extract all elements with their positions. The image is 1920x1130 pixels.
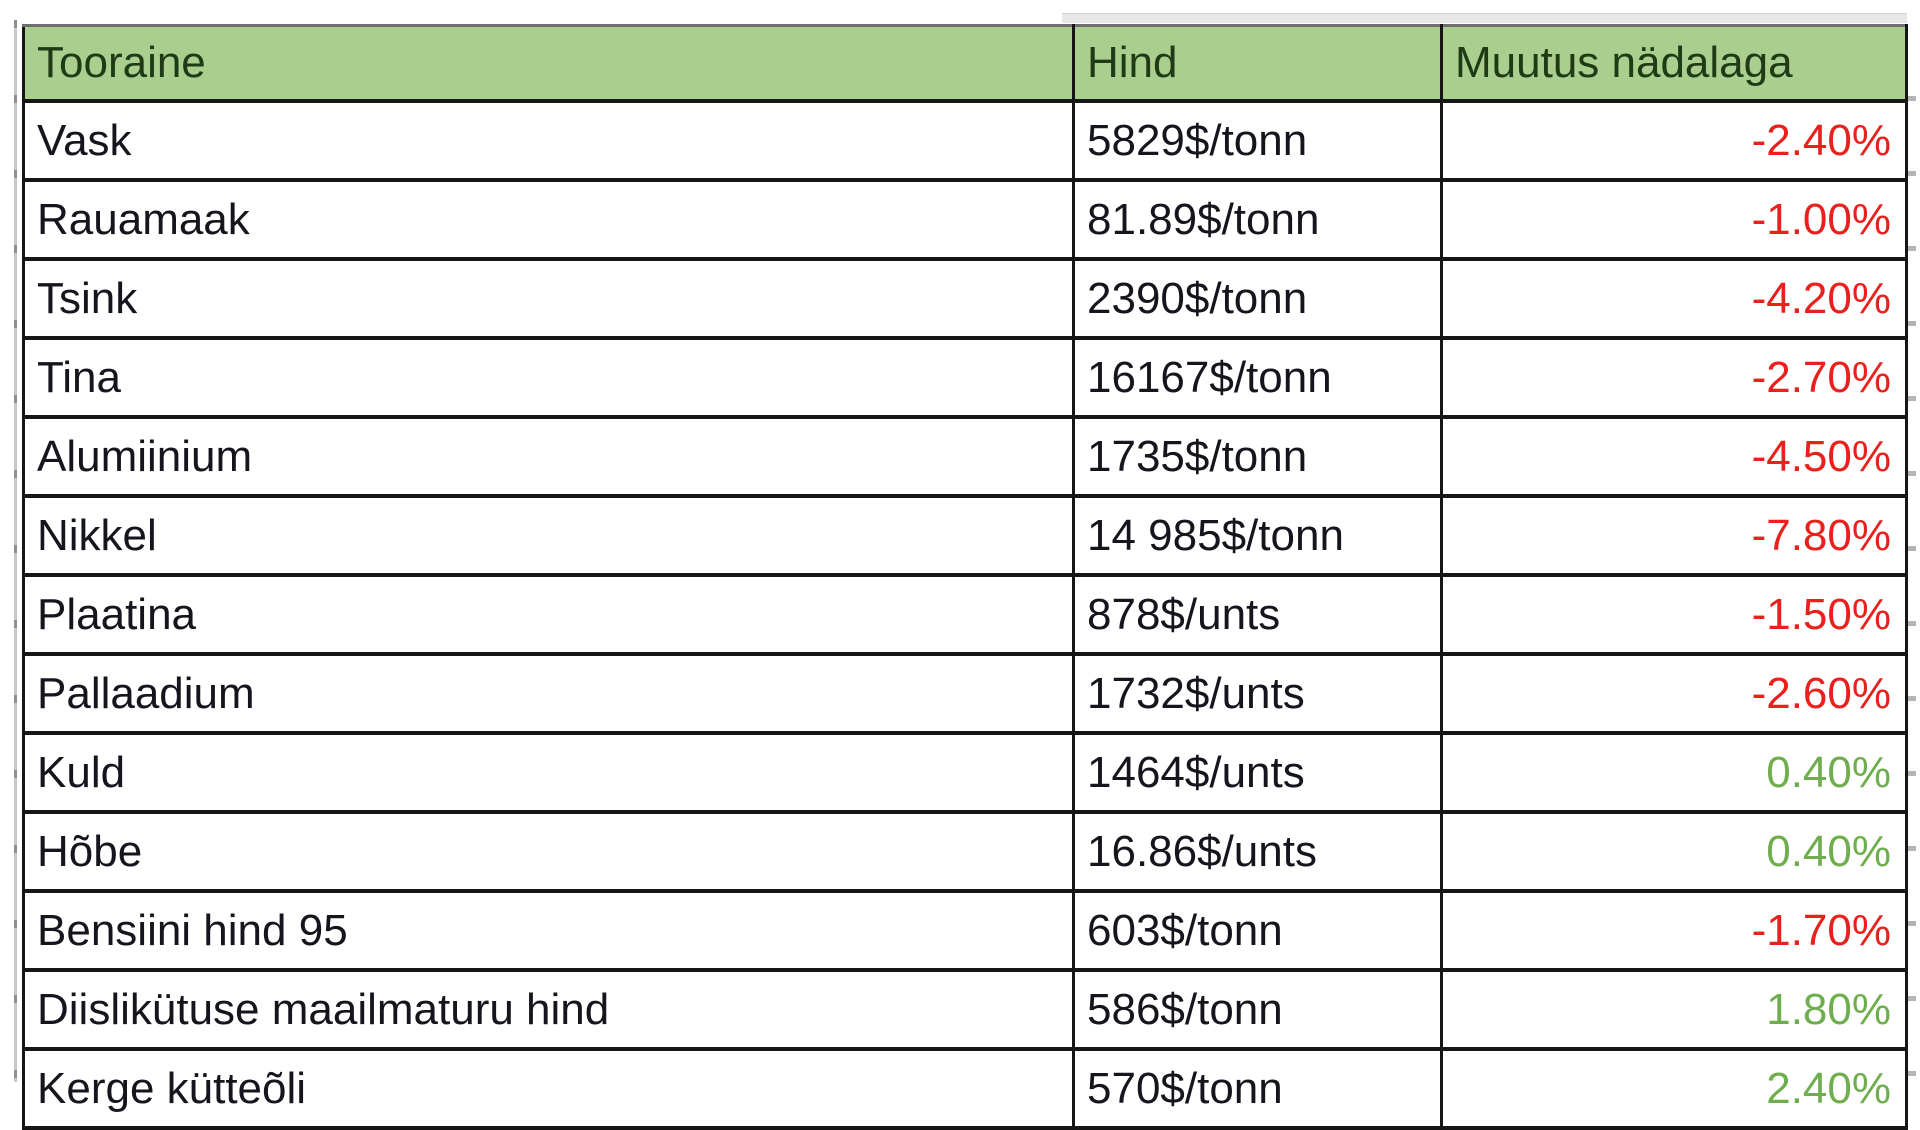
price-cell: 1732$/unts: [1074, 654, 1442, 733]
change-cell: -4.50%: [1442, 417, 1907, 496]
table-row: [24, 417, 1907, 496]
price-cell: 16.86$/unts: [1074, 812, 1442, 891]
header-row: [24, 26, 1907, 102]
change-cell: -1.70%: [1442, 891, 1907, 970]
table-row: [24, 180, 1907, 259]
price-cell: 603$/tonn: [1074, 891, 1442, 970]
change-cell: -2.70%: [1442, 338, 1907, 417]
table-row: [24, 891, 1907, 970]
header-hind: Hind: [1074, 26, 1442, 102]
price-cell: 586$/tonn: [1074, 970, 1442, 1049]
price-cell: 14 985$/tonn: [1074, 496, 1442, 575]
price-cell: 570$/tonn: [1074, 1049, 1442, 1128]
commodity-name-cell: Rauamaak: [24, 180, 1074, 259]
table-row: [24, 733, 1907, 812]
change-cell: -2.40%: [1442, 101, 1907, 180]
commodity-price-table: [22, 24, 1908, 1130]
price-cell: 1464$/unts: [1074, 733, 1442, 812]
commodity-name-cell: Tina: [24, 338, 1074, 417]
change-cell: -2.60%: [1442, 654, 1907, 733]
commodity-name-cell: Alumiinium: [24, 417, 1074, 496]
table-row: [24, 654, 1907, 733]
table-row: [24, 338, 1907, 417]
price-cell: 1735$/tonn: [1074, 417, 1442, 496]
commodity-name-cell: Vask: [24, 101, 1074, 180]
table-row: [24, 259, 1907, 338]
table-row: [24, 101, 1907, 180]
change-cell: 1.80%: [1442, 970, 1907, 1049]
change-cell: -4.20%: [1442, 259, 1907, 338]
commodity-name-cell: Diislikütuse maailmaturu hind: [24, 970, 1074, 1049]
table-row: [24, 1049, 1907, 1128]
change-cell: -1.50%: [1442, 575, 1907, 654]
table-body: [24, 101, 1907, 1128]
commodity-name-cell: Pallaadium: [24, 654, 1074, 733]
header-tooraine: Tooraine: [24, 26, 1074, 102]
price-cell: 2390$/tonn: [1074, 259, 1442, 338]
commodity-name-cell: Kerge kütteõli: [24, 1049, 1074, 1128]
change-cell: -1.00%: [1442, 180, 1907, 259]
spreadsheet-gridline-remnant-right: [1907, 96, 1916, 1081]
commodity-name-cell: Bensiini hind 95: [24, 891, 1074, 970]
header-muutus-nadalaga: Muutus nädalaga: [1442, 26, 1907, 102]
spreadsheet-gridline-remnant-top: [1062, 13, 1907, 23]
price-cell: 81.89$/tonn: [1074, 180, 1442, 259]
change-cell: 0.40%: [1442, 812, 1907, 891]
commodity-name-cell: Kuld: [24, 733, 1074, 812]
commodity-name-cell: Tsink: [24, 259, 1074, 338]
table-row: [24, 575, 1907, 654]
commodity-name-cell: Plaatina: [24, 575, 1074, 654]
change-cell: 0.40%: [1442, 733, 1907, 812]
change-cell: -7.80%: [1442, 496, 1907, 575]
price-cell: 5829$/tonn: [1074, 101, 1442, 180]
commodity-name-cell: Hõbe: [24, 812, 1074, 891]
spreadsheet-gridline-remnant-left: [14, 20, 17, 1082]
price-cell: 878$/unts: [1074, 575, 1442, 654]
table-row: [24, 812, 1907, 891]
table-row: [24, 496, 1907, 575]
change-cell: 2.40%: [1442, 1049, 1907, 1128]
commodity-name-cell: Nikkel: [24, 496, 1074, 575]
price-cell: 16167$/tonn: [1074, 338, 1442, 417]
table-row: [24, 970, 1907, 1049]
